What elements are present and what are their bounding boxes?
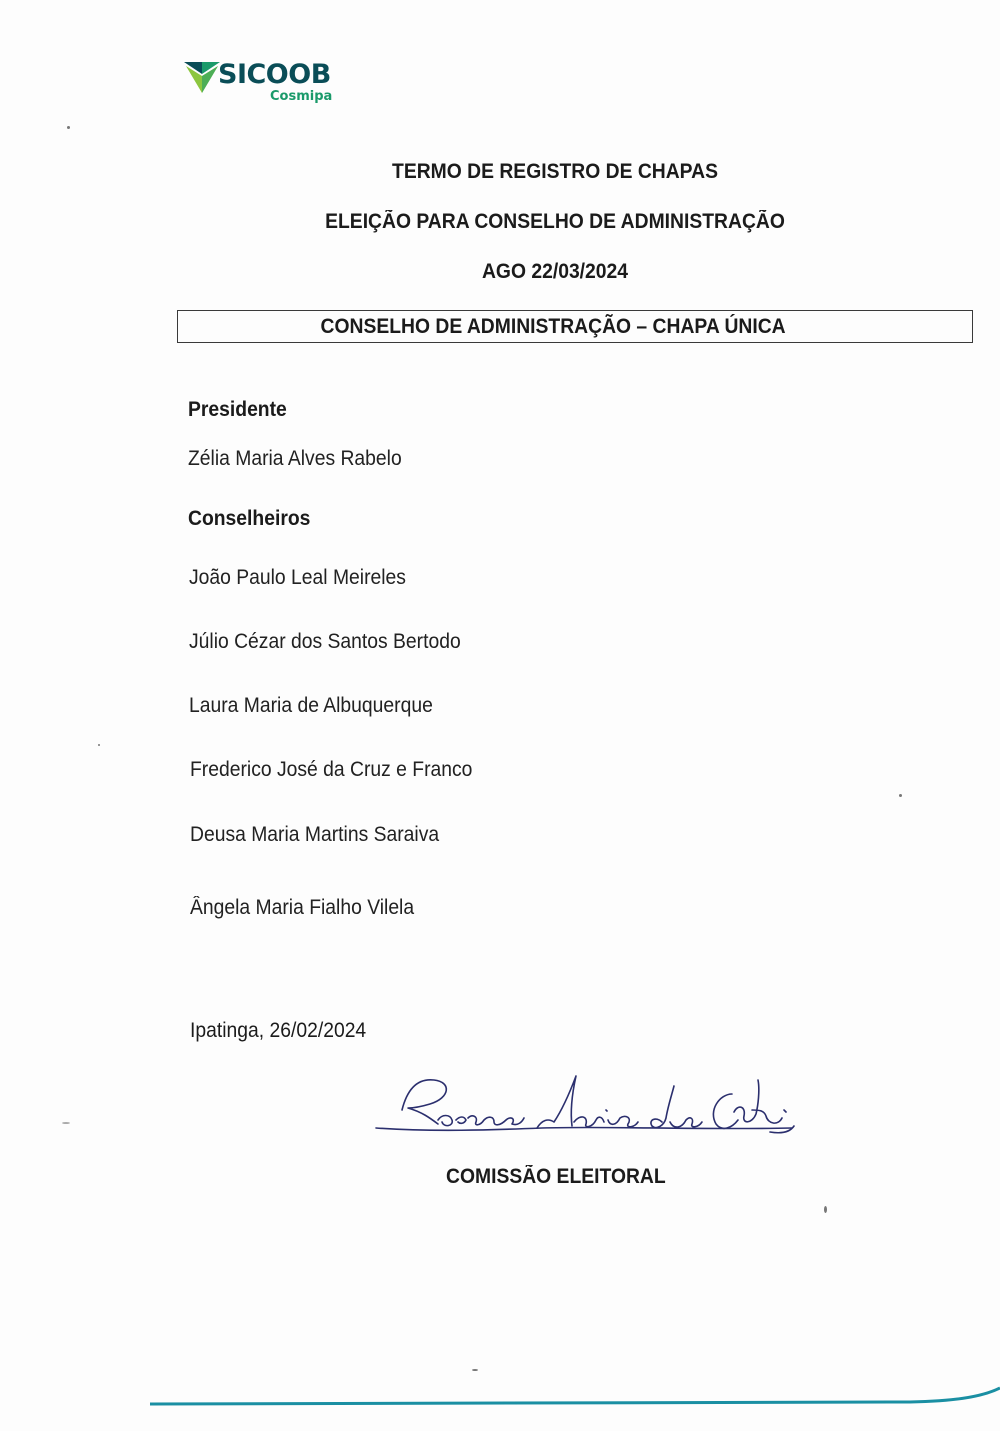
footer-divider (150, 1380, 1000, 1410)
handwritten-signature (372, 1070, 802, 1145)
logo-subtitle: Cosmipa (270, 89, 333, 104)
list-item: Júlio Cézar dos Santos Bertodo (189, 630, 461, 653)
councillors-label: Conselheiros (188, 507, 311, 530)
list-item: Frederico José da Cruz e Franco (190, 758, 473, 781)
president-name: Zélia Maria Alves Rabelo (188, 447, 402, 470)
section-title-box (177, 310, 973, 343)
scan-speck (67, 126, 70, 129)
scan-speck (98, 744, 100, 746)
list-item: Ângela Maria Fialho Vilela (190, 896, 415, 919)
section-title: CONSELHO DE ADMINISTRAÇÃO – CHAPA ÚNICA (320, 315, 786, 338)
scan-speck (472, 1369, 478, 1371)
logo-name: SICOOB (218, 59, 331, 90)
election-title: ELEIÇÃO PARA CONSELHO DE ADMINISTRAÇÃO (325, 210, 785, 233)
sicoob-mark-icon (182, 60, 222, 94)
president-label: Presidente (188, 398, 287, 421)
list-item: Deusa Maria Martins Saraiva (190, 823, 440, 846)
scan-speck (899, 794, 902, 797)
scan-speck (824, 1206, 827, 1213)
signatory-title: COMISSÃO ELEITORAL (446, 1165, 666, 1188)
document-title: TERMO DE REGISTRO DE CHAPAS (392, 160, 718, 183)
place-date: Ipatinga, 26/02/2024 (190, 1019, 367, 1042)
list-item: Laura Maria de Albuquerque (189, 694, 433, 717)
scan-speck (62, 1122, 70, 1124)
list-item: João Paulo Leal Meireles (189, 566, 406, 589)
assembly-date: AGO 22/03/2024 (481, 260, 629, 283)
sicoob-logo (182, 58, 342, 108)
